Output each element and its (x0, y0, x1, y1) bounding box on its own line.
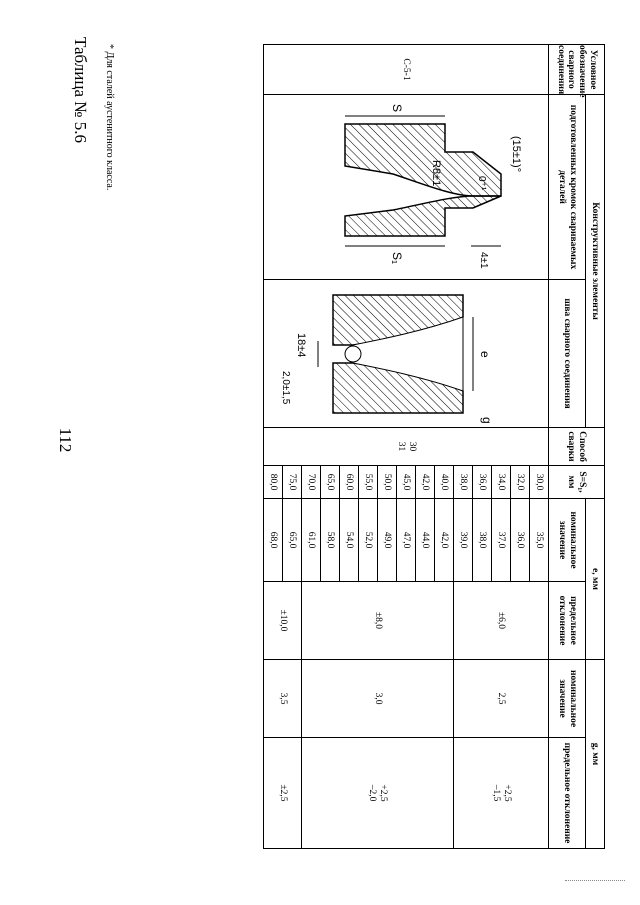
label-e: e (477, 350, 492, 358)
e-nominal-cell: 52,0 (359, 499, 378, 582)
g-deviation-cell (454, 738, 549, 849)
thickness-cell: 32,0 (511, 466, 530, 499)
e-nominal-cell: 65,0 (283, 499, 302, 582)
g-nominal-cell: 2,5 (454, 660, 549, 738)
e-nominal-cell: 36,0 (511, 499, 530, 582)
e-nominal-cell: 58,0 (321, 499, 340, 582)
method-30: 30 (406, 441, 417, 452)
header-e-deviation: предельное отклонение (549, 582, 586, 660)
label-land: 4±1 (477, 251, 489, 269)
designation-cell (264, 45, 549, 95)
e-nominal-cell: 49,0 (378, 499, 397, 582)
weld-drawing-cell (264, 280, 549, 428)
header-g-deviation: предельное отклонение (549, 738, 586, 849)
header-thickness: S=S₁, мм (549, 466, 605, 499)
rotated-table-block (85, 44, 605, 848)
right-plate-shape (345, 196, 501, 236)
thickness-cell: 50,0 (378, 466, 397, 499)
e-deviation-cell: ±6,0 (454, 582, 549, 660)
label-dim-right: 2,0±1,5 (279, 370, 291, 404)
g-deviation-top: +2,5 (378, 784, 389, 802)
g-nominal-cell: 3,0 (302, 660, 454, 738)
label-angle: (15±1)° (509, 135, 522, 172)
g-deviation-top: ±2,5 (277, 784, 288, 802)
e-nominal-cell: 47,0 (397, 499, 416, 582)
thickness-cell: 36,0 (473, 466, 492, 499)
label-g: g (479, 416, 494, 424)
thickness-cell: 40,0 (435, 466, 454, 499)
welding-table (263, 44, 605, 849)
e-deviation-cell: ±10,0 (264, 582, 302, 660)
g-deviation-bottom: –1,5 (491, 784, 501, 802)
e-nominal-cell: 35,0 (530, 499, 549, 582)
e-nominal-cell: 42,0 (435, 499, 454, 582)
label-radius: R8±1 (429, 159, 442, 186)
method-cell (264, 428, 549, 466)
table-title: Таблица № 5.6 (71, 37, 90, 143)
designation: С-5-1 (401, 58, 412, 81)
edge-preparation-drawing (273, 96, 543, 279)
header-e-nominal: номинальное значение (549, 499, 586, 582)
header-e: e, мм (586, 499, 605, 660)
e-nominal-cell: 54,0 (340, 499, 359, 582)
e-nominal-cell: 61,0 (302, 499, 321, 582)
header-condition: Условное обозначение сварного соединения (549, 45, 605, 95)
label-s1: S₁ (389, 251, 404, 264)
header-method: Способ сварки (549, 428, 605, 466)
thickness-cell: 55,0 (359, 466, 378, 499)
header-g-nominal: номинальное значение (549, 660, 586, 738)
g-deviation-cell (302, 738, 454, 849)
thickness-cell: 70,0 (302, 466, 321, 499)
header-weld-seam: шва сварного соединения (549, 280, 586, 428)
thickness-cell: 42,0 (416, 466, 435, 499)
e-deviation-cell: ±8,0 (302, 582, 454, 660)
thickness-cell: 34,0 (492, 466, 511, 499)
g-nominal-cell: 3,5 (264, 660, 302, 738)
label-gap: 0⁺¹ (475, 175, 487, 190)
label-width-bottom: 18±4 (294, 332, 307, 357)
g-deviation-bottom: –2,0 (367, 784, 378, 802)
thickness-cell: 75,0 (283, 466, 302, 499)
method-31: 31 (396, 441, 406, 452)
e-nominal-cell: 38,0 (473, 499, 492, 582)
edge-drawing-cell (264, 95, 549, 280)
e-nominal-cell: 68,0 (264, 499, 283, 582)
thickness-cell: 38,0 (454, 466, 473, 499)
weld-seam-drawing (273, 281, 543, 427)
thickness-cell: 45,0 (397, 466, 416, 499)
g-deviation-cell (264, 738, 302, 849)
footnote: * Для сталей аустенитного класса. (104, 44, 115, 191)
thickness-cell: 30,0 (530, 466, 549, 499)
page-footer-rule (565, 880, 625, 881)
thickness-cell: 60,0 (340, 466, 359, 499)
header-prepared-edges: подготовленных кромок свариваемых деталей (549, 95, 586, 280)
root-bead (345, 346, 361, 362)
label-s: S (389, 103, 404, 112)
page-number: 112 (56, 427, 75, 453)
e-nominal-cell: 39,0 (454, 499, 473, 582)
thickness-cell: 65,0 (321, 466, 340, 499)
thickness-cell: 80,0 (264, 466, 283, 499)
header-g: g, мм (586, 660, 605, 849)
g-deviation-top: +2,5 (501, 784, 512, 802)
e-nominal-cell: 44,0 (416, 499, 435, 582)
e-nominal-cell: 37,0 (492, 499, 511, 582)
header-structural: Конструктивные элементы (586, 95, 605, 428)
